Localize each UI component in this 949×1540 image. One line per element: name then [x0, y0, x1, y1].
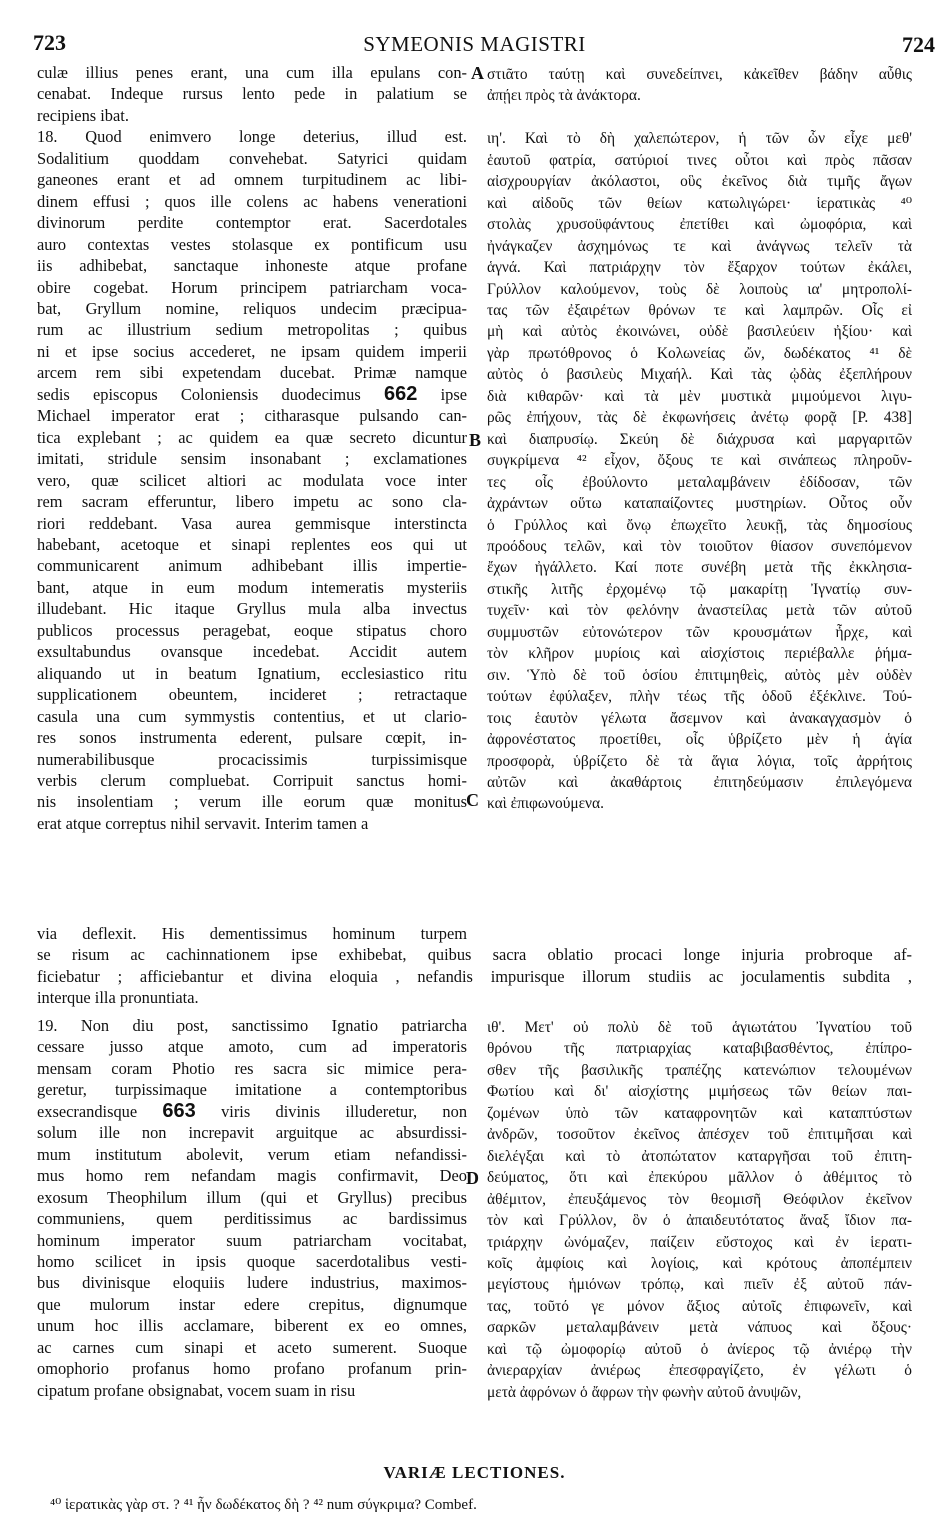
text-line: σαρκῶν μεταλαμβάνειν μετὰ νάπυος καὶ ὄξους·	[487, 1319, 912, 1337]
text-line: vero, quæ scilicet altiori ac modulata voce inter	[37, 470, 467, 490]
text-line: αὐτῶν καὶ ἀκαθάρτοις ἐπιτηδεύμασιν ἐπιλεγόμενα	[487, 773, 912, 791]
text-line: omophorio profanus homo profano profanum prin-	[37, 1359, 467, 1379]
text-line: iis adhibebat, sanctaque inhoneste atque profane	[37, 256, 467, 276]
text-line: divinorum perdite contemptor erat. Sacerdotales	[37, 213, 467, 233]
text-line: auro contextas vestes stolasque ex pontificum usu	[37, 234, 467, 254]
text-line: τούτων ἐφύλαξεν, πλὴν τέως τῆς ὁδοῦ ἐξέκλινε. Τού-	[487, 688, 912, 706]
text-line: καὶ διαπρυσίῳ. Σκεύη δὲ διάχρυσα καὶ μαργαριτῶν	[487, 430, 912, 448]
variant-readings: ⁴⁰ ἱερατικὰς γὰρ στ. ? ⁴¹ ἦν δωδέκατος δὴ ? ⁴² num σύγκριμα? Combef.	[50, 1497, 477, 1513]
text-line: καὶ αἰδοῦς τῶν θείων κατωλιγώρει· ἱερατικὰς ⁴⁰	[487, 194, 912, 212]
text-line: dinem effusi ; quos ille colens ac habens venerationi	[37, 191, 467, 211]
text-line: bus divinisque eloquiis ludere industrius, maximos-	[37, 1273, 467, 1293]
text-line: ζομένων ὑπὸ τῶν καταφρονητῶν καὶ καταπτύστων	[487, 1104, 912, 1122]
text-line: ἀφρονέστατος προετίθει, οἷς ὑβρίζετο μὲν ἡ ἁγία	[487, 731, 912, 749]
latin-column-top	[37, 62, 467, 834]
text-line: sedis episcopus Coloniensis duodecimus 662 ipse	[37, 383, 467, 405]
text-line: communicarent animum adhibebant illis impertie-	[37, 556, 467, 576]
text-line: τριάρχην ὠνόμαζεν, παίζειν εὔστοχος καὶ ἐν ἱερατι-	[487, 1233, 912, 1251]
text-line: ἠνάγκαζεν ἀσχημόνως τε καὶ ἀνάγνως τελεῖν τὰ	[487, 237, 912, 255]
text-line: τας, τοῦτό γε μόνον ἄξιος αὐτοῖς ἐπιφωνεῖν, καὶ	[487, 1297, 912, 1315]
text-line: imitati, stridule sensim insonabant ; exclamationes	[37, 449, 467, 469]
text-line: recipiens ibat.	[37, 105, 129, 125]
text-line: tica explebant ; ac quidem ea quæ secreto dicuntur	[37, 427, 467, 447]
margin-letter-d: D	[466, 1168, 479, 1188]
page-marker: 663	[162, 1100, 196, 1122]
text-line: ac carnes cum sinapi et aceto sumerent. Suoque	[37, 1337, 467, 1357]
margin-letter-b: B	[469, 430, 482, 450]
text-line: arcem rem sibi expetendam ducebat. Primæ namque	[37, 363, 467, 383]
text-line: ἁγνά. Καὶ πατριάρχην τὸν ἔξαρχον τούτων ἐκάλει,	[487, 259, 912, 277]
running-header	[0, 30, 949, 60]
text-line: αὐτὸς ὁ βασιλεὺς Μιχαήλ. Καὶ τὰς ᾠδὰς ἐξεπλήρουν	[487, 366, 912, 384]
text-line: unum hoc illis acclamare, biberent ex eo omnes,	[37, 1316, 467, 1336]
text-line: geretur, turpissimaque imitatione a contemptoribus	[37, 1080, 467, 1100]
text-line: ρῶς ἐπήχουν, τὰς δὲ ἐκφωνήσεις ἀνέτῳ φορᾷ [P. 438]	[487, 409, 912, 427]
text-line: ἀχράντων οὕτω καταπαίζοντες μυστηρίων. Οὗτος οὖν	[487, 495, 912, 513]
text-line: στιᾶτο ταύτῃ καὶ συνεδείπνει, κἀκεῖθεν βάδην αὖθις	[487, 66, 912, 83]
text-line: cenabat. Indeque rursus lento pede in palatium se	[37, 84, 467, 104]
text-line: publicos processus peragebat, eoque stipatus choro	[37, 620, 467, 640]
text-line: exsultabundus ovansque incedebat. Accidit autem	[37, 642, 467, 662]
text-line: culæ illius penes erant, una cum illa epulans con-	[37, 63, 467, 82]
text-line: exsecrandisque 663 viris divinis illuderetur, non	[37, 1100, 467, 1122]
page-number-right: 724	[902, 32, 935, 57]
text-line: via deflexit. His dementissimus hominum turpem	[37, 924, 467, 943]
text-line: bat, Gryllum nomine, reliquos undecim præcipua-	[37, 298, 467, 318]
text-line: res sonos instrumenta ederent, pulsare cœpit, in-	[37, 728, 467, 748]
text-line: διελέγξαι καὶ τὸ ἀτοπώτατον καταργῆσαι τοῦ ἐπιτη-	[487, 1147, 912, 1165]
text-line: 18. Quod enimvero longe deterius, illud est.	[37, 127, 467, 147]
greek-column-bottom	[487, 1017, 912, 1403]
text-line: προόδους τελῶν, καὶ τὸν τοιοῦτον θίασον συνεπόμενον	[487, 537, 912, 555]
text-line: riori reddebant. Vasa aurea gemmisque interstincta	[37, 513, 467, 533]
text-line: καὶ ἐπιφωνούμενα.	[487, 795, 604, 813]
text-line: αἰσχρουργίαν ἀκόλαστοι, οὓς ἐκεῖνος διὰ τιμῆς ἄγων	[487, 173, 912, 191]
text-line: σθεν τῆς βασιλικῆς τραπέζης κατενώπιον τελουμένων	[487, 1061, 912, 1079]
text-line: se risum ac cachinnationem ipse exhibebat, quibus sacra oblatio procaci longe injuria probroque af-	[37, 945, 912, 965]
greek-column-top	[487, 64, 912, 815]
text-line: τὸν καὶ Γρύλλον, ὃν ὁ ἀπαιδευτότατος ἄναξ ἴδιον πα-	[487, 1212, 912, 1230]
text-line: cipatum profane obsignabat, vocem suam in risu	[37, 1380, 356, 1400]
text-line: προσφορὰ, ὑβρίζετο δὲ τὰ ἅγια λόγια, τοῖς ἀρρήτοις	[487, 752, 912, 770]
text-line: ὁ Γρύλλος καὶ ὄνῳ ἐπωχεῖτο λευκῇ, τὰς δημοσίους	[487, 516, 912, 534]
running-title: SYMEONIS MAGISTRI	[363, 32, 586, 56]
text-line: τὸν κλῆρον μυρίοις καὶ αἰσχίστοις περιέβαλλε ῥήμα-	[487, 645, 912, 663]
text-line: 19. Non diu post, sanctissimo Ignatio patriarcha	[37, 1016, 467, 1035]
text-line: μετὰ ἀφρόνων ὁ ἄφρων τὴν φωνὴν αὐτοῦ ἀνυψῶν,	[487, 1383, 802, 1401]
text-line: Φωτίου καὶ δι' αἰσχίστης μιμήσεως τῶν θείων παι-	[487, 1083, 912, 1101]
text-line: exosum Theophilum illum (qui et Gryllus) precibus	[37, 1187, 467, 1207]
text-line: ἀπῄει πρὸς τὰ ἀνάκτορα.	[487, 87, 641, 105]
text-line: illudebant. Hic itaque Gryllus mula alba invectus	[37, 599, 467, 619]
text-line: μεγίστους ἡμιόνων τρόπῳ, καὶ πιεῖν ἐξ αὐτοῦ πάν-	[487, 1276, 912, 1294]
text-line: ἀνιεραρχίαν ἀνιέρως ἐπεσφραγίζετο, ἐν γέλωτι ὁ	[487, 1362, 912, 1380]
text-line: erat atque correptus nihil servavit. Interim tamen a	[37, 813, 369, 833]
text-line: κοῖς ἀμφίοις καὶ λογίοις, καὶ κρότους ἀποπέμπειν	[487, 1254, 912, 1272]
text-line: Γρύλλον καλούμενον, τοὺς δὲ λοιποὺς ια' μητροπολί-	[487, 280, 912, 298]
text-line: ιθ'. Μετ' οὐ πολὺ δὲ τοῦ ἁγιωτάτου Ἰγνατίου τοῦ	[487, 1019, 912, 1036]
text-line: στικῆς λιτῆς ἐρχομένῳ τῷ μακαρίτῃ Ἰγνατίῳ συν-	[487, 580, 912, 598]
text-line: ni et ipse socius accederet, ne ipsam quidem imperii	[37, 341, 467, 361]
latin-column-bottom	[37, 1015, 467, 1401]
text-line: ιη'. Καὶ τὸ δὴ χαλεπώτερον, ἡ τῶν ὧν εἶχε μεθ'	[487, 130, 912, 148]
page-number-left: 723	[33, 30, 66, 55]
text-line: στολὰς χρυσοϋφάντους ἐπετίθει καὶ ὠμοφόρια, καὶ	[487, 216, 912, 234]
page-marker: 662	[383, 383, 418, 405]
text-line: que mulorum instar edere crepitus, dignumque	[37, 1294, 467, 1314]
text-line: rem sacram efferuntur, libero impetu ac sono cla-	[37, 492, 467, 512]
text-line: Michael imperator erat ; citharasque pulsando can-	[37, 406, 467, 426]
text-line: habebant, acetoque et sinapi replentes eos qui ut	[37, 534, 467, 554]
text-line: γὰρ πρωτόθρονος ὁ Κολωνείας ὤν, δωδέκατος ⁴¹ δὲ	[487, 344, 912, 362]
text-line: numerabilibusque procacissimis turpissimisque	[37, 749, 467, 769]
text-line: cessare jusso atque amoto, cum ad imperatoris	[37, 1037, 467, 1057]
text-line: ἀνδρῶν, τοσοῦτον ἐκεῖνος ἀπέσχεν τοῦ ἐπιτιμῆσαι καὶ	[487, 1126, 912, 1144]
text-line: aliquando ut in beatum Ignatium, ecclesiastico ritu	[37, 663, 467, 683]
text-line: nis insolentiam ; verum ille eorum quæ monitus	[37, 792, 467, 812]
text-line: δεύματος, ὅτι καὶ ἐπεκύρου μᾶλλον ὁ ἀθέμιτος τὸ	[487, 1169, 912, 1187]
text-line: interque illa pronuntiata.	[37, 988, 199, 1008]
text-line: ἑαυτοῦ φατρία, σατύριοί τινες οὗτοι καὶ πρὸς πᾶσαν	[487, 151, 912, 169]
text-line: ἔχων ἠγάλλετο. Καί ποτε συνέβη μετὰ τῆς ἐκκλησια-	[487, 559, 912, 577]
text-line: τυχεῖν· καὶ τὸν φελόνην ἀναστείλας μετὰ τῶν αὐτοῦ	[487, 602, 912, 620]
text-line: τοις ἑαυτὸν γέλωτα ἄσεμνον καὶ ἀνακαγχασμὸν ὁ	[487, 709, 912, 727]
text-line: communiens, quem perditissimus ac bardissimus	[37, 1209, 467, 1229]
margin-letter-a: A	[471, 63, 484, 83]
text-line: rum ac illustrium sedium metropolitas ; quibus	[37, 320, 467, 340]
text-line: homo scilicet in ipsis quoque sacerdotalibus vesti-	[37, 1251, 467, 1271]
text-line: σιν. Ὑπὸ δὲ τοῦ ὁσίου ἐπιτιμηθεὶς, αὐτὸς μὲν οὐδὲν	[487, 666, 912, 684]
text-line: hominum imperator suum patriarcham vocitabat,	[37, 1230, 467, 1250]
text-line: διὰ κιθαρῶν· καὶ τὰ μὲν μυστικὰ μιμούμενοι λιγυ-	[487, 387, 912, 405]
text-line: solum ille non increpavit arguitque ac absurdissi-	[37, 1123, 467, 1143]
text-line: Sodalitium quoddam convehebat. Satyrici quidam	[37, 148, 467, 168]
text-line: mensam coram Photio res sacra sic mimice pera-	[37, 1058, 467, 1078]
variae-lectiones-heading: VARIÆ LECTIONES.	[383, 1463, 566, 1482]
text-line: mum institutum abolevit, verum etiam nefandissi-	[37, 1144, 467, 1164]
text-line: συγκρίμενα ⁴² εἶχον, ὄξους τε καὶ σινάπεως πληροῦν-	[487, 452, 912, 470]
text-line: ganeones erant et ad omnem turpitudinem ac libi-	[37, 170, 467, 190]
text-line: τες οἷς ἐβούλοντο μεταλαμβάνειν ἐδίδοσαν, τῶν	[487, 473, 912, 491]
text-line	[487, 107, 912, 128]
text-line: obire cogebat. Horum principem patriarcham voca-	[37, 277, 467, 297]
full-width-paragraph	[37, 923, 912, 1009]
text-line: θρόνου τῆς πατριαρχίας καταβιβασθέντος, ἐπίπρο-	[487, 1040, 912, 1058]
text-line: τας τῶν ἐξαιρέτων θρόνων τε καὶ λαμπρῶν. Οἷς εἰ	[487, 301, 912, 319]
text-line: καὶ τῷ ὠμοφορίῳ αὐτοῦ ὁ ἀνίερος τῷ ἀνιέρῳ τὴν	[487, 1340, 912, 1358]
text-line: verbis clerum compluebat. Corripuit sanctus homi-	[37, 770, 467, 790]
text-line: συμμυστῶν εὐτονώτερον τῶν κρουσμάτων ἦρχε, καὶ	[487, 623, 912, 641]
text-line: μὴ καὶ αὐτὸς ἐκοινώνει, οὐδὲ βασιλεύειν ἠξίου· καὶ	[487, 323, 912, 341]
text-line: casula una cum symmystis contentius, et ut clario-	[37, 706, 467, 726]
text-line: ἀθέμιτον, ἐπευξάμενος τὸν θεομισῆ Θεόφιλον ἐκεῖνον	[487, 1190, 912, 1208]
text-line: bant, atque in eum modum intemeratis mysteriis	[37, 577, 467, 597]
margin-letter-c: C	[466, 790, 479, 810]
text-line: ficiebatur ; afficiebantur et divina eloquia , nefandis impurisque illorum studiis ac joculamentis subdita ,	[37, 966, 912, 986]
text-line: supplicationem obeuntem, incideret ; retractaque	[37, 685, 467, 705]
text-line: mus homo rem nefandam magis confirmavit, Deo	[37, 1166, 467, 1186]
